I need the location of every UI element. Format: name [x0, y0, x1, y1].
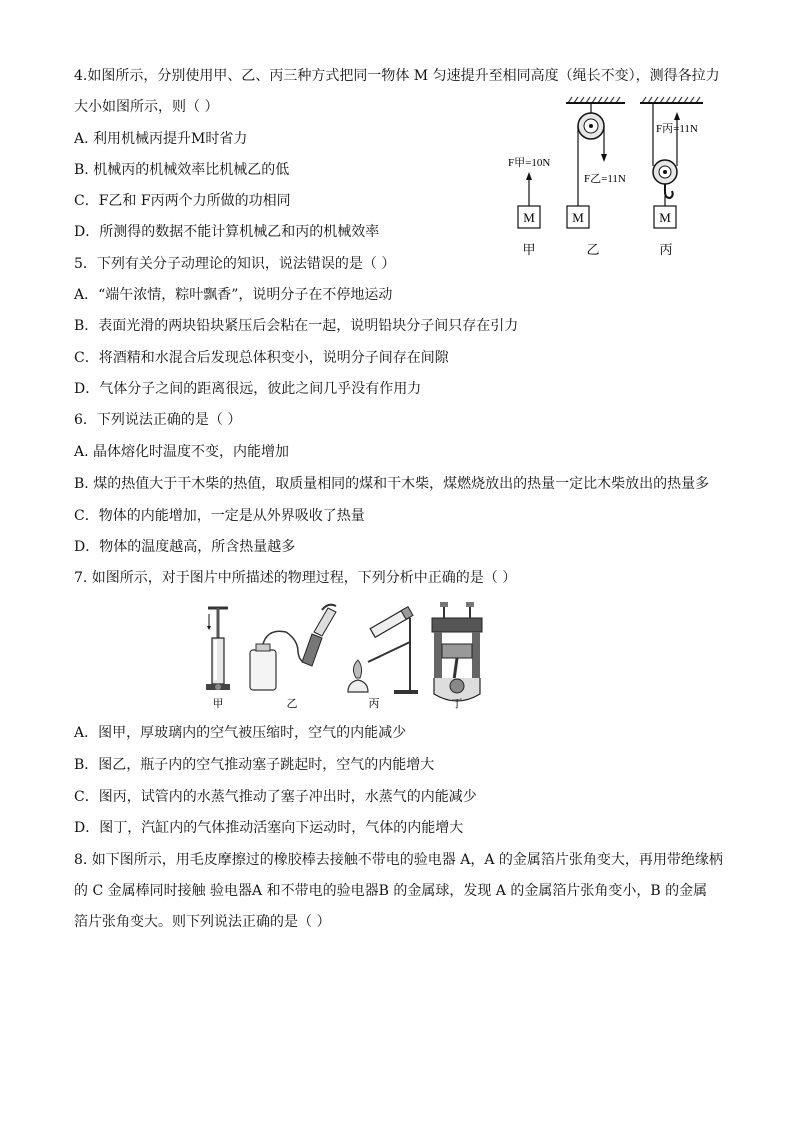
q7-stem: 7. 如图所示，对于图片中所描述的物理过程，下列分析中正确的是（ ）	[74, 570, 517, 586]
f-jia-label: F甲=10N	[508, 157, 551, 169]
q4-option-d: D．所测得的数据不能计算机械乙和丙的机械效率	[74, 224, 380, 240]
caption-bing: 丙	[368, 698, 380, 710]
q5-option-d: D．气体分子之间的距离很远，彼此之间几乎没有作用力	[74, 381, 422, 397]
bottle-pump-icon	[250, 605, 336, 690]
caption-ding: 丁	[451, 698, 463, 710]
block-m-yi-label: M	[572, 210, 584, 225]
caption-jia: 甲	[522, 242, 536, 257]
q8-stem-line1: 8. 如下图所示，用毛皮摩擦过的橡胶棒去接触不带电的验电器 A，A 的金属箔片张角变大，再用带绝缘柄	[74, 852, 723, 868]
q8-stem-line3: 箔片张角变大。则下列说法正确的是（ ）	[74, 914, 331, 930]
q7-option-d: D．图丁，汽缸内的气体推动活塞向下运动时，气体的内能增大	[74, 820, 464, 836]
f-yi-label: F乙=11N	[584, 173, 626, 185]
q7-option-c: C．图丙，试管内的水蒸气推动了塞子冲出时，水蒸气的内能减少	[74, 789, 477, 805]
fire-syringe-icon	[206, 608, 230, 690]
q4-stem-line1: 4.如图所示，分别使用甲、乙、丙三种方式把同一物体 M 匀速提升至相同高度（绳长不变），测得各拉力	[74, 68, 720, 84]
q6-option-b: B. 煤的热值大于干木柴的热值，取质量相同的煤和干木柴，煤燃烧放出的热量一定比木柴放出的热量多	[74, 476, 710, 492]
q5-option-a: A．“端午浓情，粽叶飘香”，说明分子在不停地运动	[74, 287, 393, 303]
block-m-jia-label: M	[523, 210, 535, 225]
q7-option-a: A．图甲，厚玻璃内的空气被压缩时，空气的内能减少	[74, 725, 407, 741]
q4-option-c: C．F乙和 F丙两个力所做的功相同	[74, 193, 291, 209]
f-bing-label: F丙=11N	[656, 123, 698, 135]
q8-stem-line2: 的 C 金属棒同时接触 验电器A 和不带电的验电器B 的金属球，发现 A 的金属箔片张角变小，B 的金属	[74, 883, 708, 899]
hook-icon	[665, 184, 673, 198]
q4-option-a: A. 利用机械丙提升M时省力	[74, 131, 248, 147]
caption-bing: 丙	[659, 242, 673, 257]
q6-option-c: C．物体的内能增加，一定是从外界吸收了热量	[74, 508, 365, 524]
q5-option-b: B．表面光滑的两块铅块紧压后会粘在一起，说明铅块分子间只存在引力	[74, 318, 519, 334]
q6-stem: 6．下列说法正确的是（ ）	[74, 412, 242, 428]
q5-option-c: C．将酒精和水混合后发现总体积变小，说明分子间存在间隙	[74, 350, 449, 366]
pulley-figure	[500, 96, 725, 266]
q4-option-b: B. 机械丙的机械效率比机械乙的低	[74, 162, 290, 178]
caption-jia: 甲	[212, 698, 224, 710]
q7-option-b: B．图乙，瓶子内的空气推动塞子跳起时，空气的内能增大	[74, 757, 435, 773]
q5-stem: 5．下列有关分子动理论的知识，说法错误的是（ ）	[74, 256, 396, 272]
q6-option-a: A. 晶体熔化时温度不变，内能增加	[74, 444, 290, 460]
energy-figure	[198, 600, 488, 712]
test-tube-icon	[348, 607, 418, 694]
q4-stem-line2: 大小如图所示，则（ ）	[74, 99, 219, 115]
block-m-bing-label: M	[659, 210, 671, 225]
caption-yi: 乙	[586, 242, 600, 257]
caption-yi: 乙	[286, 698, 298, 710]
q6-option-d: D．物体的温度越高，所含热量越多	[74, 539, 296, 555]
engine-cylinder-icon	[432, 602, 482, 701]
